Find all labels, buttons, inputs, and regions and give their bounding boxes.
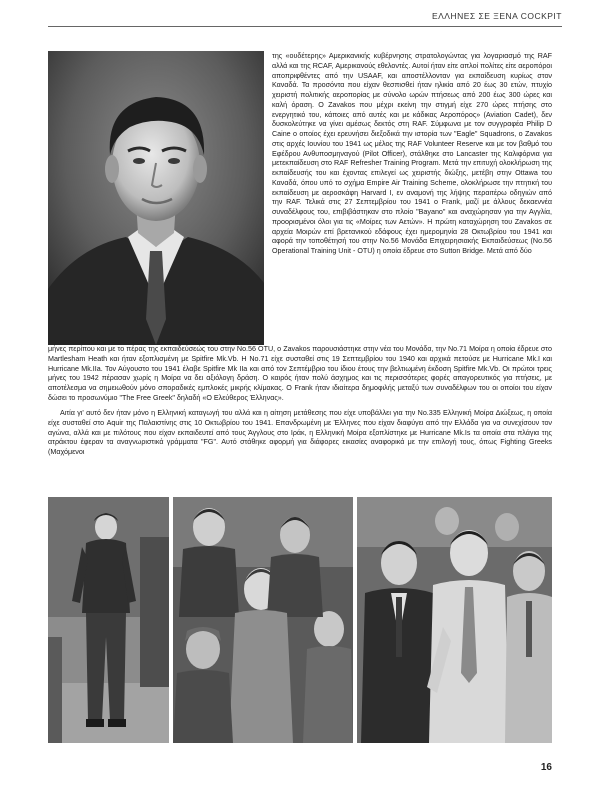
article-paragraph-3: Αιτία γι' αυτό δεν ήταν μόνο η Ελληνική καταγωγή του αλλά και η αίτηση μετάθεσης που είχε υποβάλλει για την No.335 Ελληνική Μοίρα Διώξεως, η οποία είχε συσταθεί στο Aquir της Παλαιστίνης στις 10 Οκτωβρίου του 1941. Επανδρωμένη με Έλληνες που είχαν διαφύγει από την Ελλάδα για να συνεχίσουν τον αγώνα, αλλά και με πιλότους που είχαν εκπαιδευτεί από τους Άγγλους στο Ιράκ, η Ελληνική Μοίρα εξοπλίστηκε με Hurricane Mk.Is τα οποία στα πλάγια της ατράκτου έφεραν τα αναγνωριστικά γράμματα "FG". Αυτό στάθηκε αφορμή για διάφορες εικασίες αναφορικά με την επιλογή τους, όπως Fighting Greeks (Μαχόμενοι [48,409,552,456]
photo-pilots-in-ties [357,497,552,743]
article-paragraph-2: μήνες περίπου και με το πέρας της εκπαιδεύσεώς του στην No.56 OTU, ο Zavakos παρουσιάστηκε στην νέα του Μονάδα, την No.71 Μοίρα η οποία έδρευε στο Martlesham Heath και ήταν εξοπλισμένη με Spitfire Mk.Vb. Η No.71 είχε συσταθεί στις 19 Σεπτεμβρίου του 1940 και αρχικά πετούσε με Hurricane Mk.I και Hurricane Mk.IIa. Τον Αύγουστο του 1941 έλαβε Spitfire Mk IIa και από τον Σεπτέμβριο του ίδιου έτους την βελτιωμένη έκδοση Spitfire Mk.Vb. Οι πρώτοι τρεις μήνες του 1942 πέρασαν χωρίς η Μοίρα να δει αξιόλογη δράση. Ο καιρός ήταν πολύ άσχημος και τις περισσότερες φορές απαγορευτικός για πτήσεις, με αποτέλεσμα να σημειωθούν μόνο σποραδικές εμπλοκές μικρής κλίμακας. Ο Frank ήταν ιδιαίτερα δημοφιλής μεταξύ των συναδέλφων του οι οποίοι του είχαν δώσει το προσωνύμιο "The Free Greek" δηλαδή «Ο Ελεύθερος Έλληνας». [48,345,552,402]
page-number: 16 [540,762,552,773]
running-header: ΕΛΛΗΝΕΣ ΣΕ ΞΕΝΑ COCKPIT [431,11,562,21]
photo-pilot-group [173,497,353,743]
article-paragraph-1: της «ουδέτερης» Αμερικανικής κυβέρνησης στρατολογώντας για λογαριασμό της RAF αλλά και της RCAF, Αμερικανούς εθελοντές. Αυτοί ήταν είτε απλοί πολίτες είτε αεροπόροι αποπριφθέντες από την USAAF, και αποστέλλονταν για εκπαίδευση κυρίως στον Καναδά. Τα προσόντα που είχαν θεσπισθεί ήταν ηλικία από 20 έως 30 ετών, πτυχίο χειριστή πολιτικής αεροπορίας με σύνολο ωρών πτήσεως από 200 έως 300 ώρες και καλή όραση. Ο Zavakos που μέχρι εκείνη την στιγμή είχε 270 ώρες πτήσης στο ενεργητικό του, κάποιες από αυτές και με κάδικας Αεροπόρος» (Aviation Cadet), δεν δυσκολεύτηκε να γίνει αμέσως δεκτός στη RAF. Σύμφωνα με τον συγγραφέα Philip D Caine ο οποίος έχει ερευνήσει διεξοδικά την ιστορία των "Eagle" Squadrons, ο Zavakos στις αρχές Ιουνίου του 1941 ως μέλος της RAF Volunteer Reserve και με τον βαθμό του Εφέδρου Ανθυποσμηναγού (Pilot Officer), στάλθηκε στο Lancaster της Καλιφόρνια για μετεκπαίδευση στο RAF Refresher Training Program. Μετά την επιτυχή ολοκλήρωση της εκπαίδευσής του και έχοντας επιλεγεί ως χειριστής διώξης, μετέβη στην Ottawa του Καναδά, όπου υπό το σχήμα Empire Air Training Scheme, ολοκλήρωσε την πτητική του εκπαίδευση με αεροσκάφη Harvard I, εν αναμονή της λήψης περαιτέρω οδηγιών από την RAF. Τελικά στις 27 Σεπτεμβρίου του 1941 ο Frank, μαζί με άλλους δεκαεννέα συναδέλφους του, επιβιβάστηκαν στο πλοίο "Bayano" και αναχώρησαν για την Αγγλία, προορισμένοι όλοι για τις «Μοίρες των Αετών». Η πρώτη καταχώρηση του Zavakos σε αρχεία Μοιρών επί βρετανικού εδάφους έχει ημερομηνία 28 Οκτωβρίου του 1941 και αφορά την τοποθέτησή του στην No.56 Μονάδα Επιχειρησιακής Εκπαιδεύσεως (No.56 Operational Training Unit - OTU) η οποία έδρευε στο Sutton Bridge. Μετά από δύο [272,52,552,255]
portrait-photo [48,51,264,345]
photo-pilot-standing [48,497,169,743]
header-rule [48,26,562,27]
